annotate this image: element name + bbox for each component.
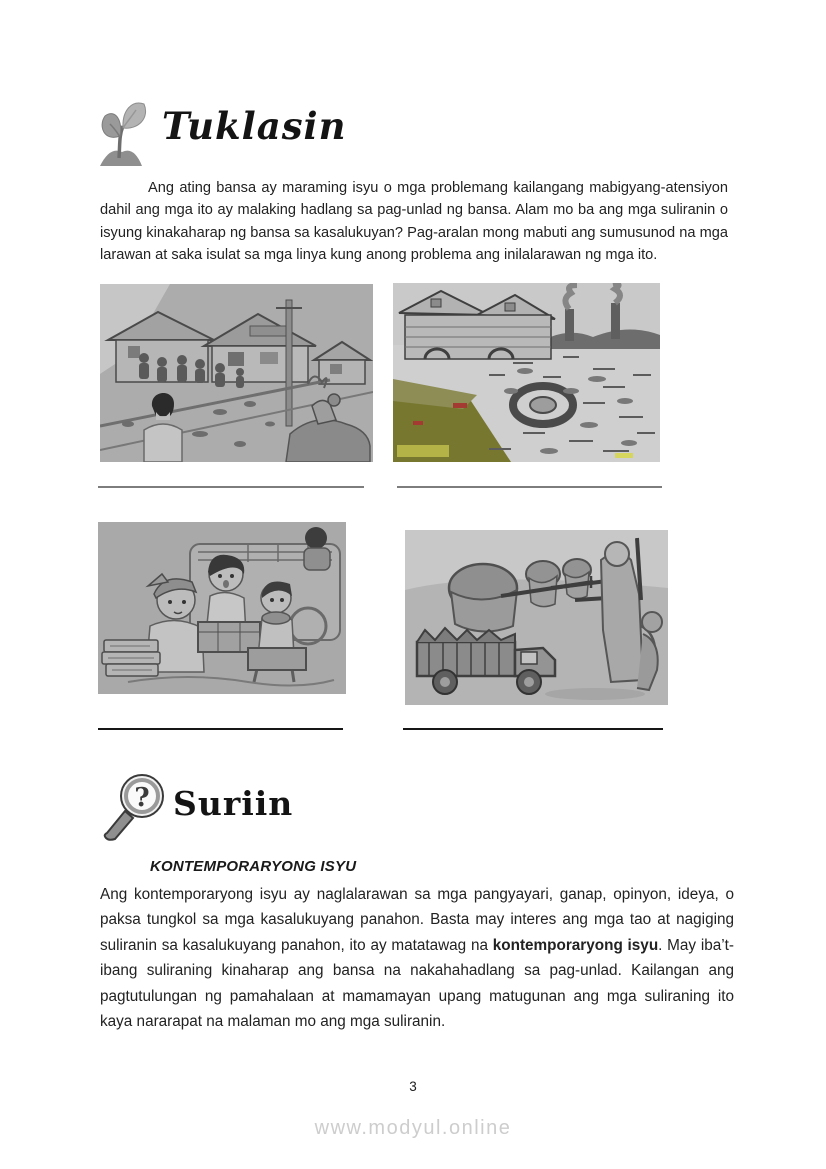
suriin-title: Suriin <box>173 784 294 823</box>
watermark: www.modyul.online <box>314 1117 512 1139</box>
seedling-icon <box>92 96 154 170</box>
answer-line <box>98 728 343 730</box>
answer-line <box>98 486 364 488</box>
page-number: 3 <box>409 1079 417 1094</box>
intro-paragraph: Ang ating bansa ay maraming isyu o mga problemang kailangang mabigyang-atensiyon dahil ang mga ito ay malaking hadlang sa pag-unlad ng bansa. Alam mo ba ang mga suliranin o isyung kinakaharap ng bansa sa kasalukuyan? Pag-aralan mong mabuti ang sumusunod na mga larawan at saka isulat sa mga linya kung anong problema ang inilalarawan ng mga ito. <box>100 180 728 264</box>
suriin-paragraph <box>100 882 734 1034</box>
tuklasin-title: Tuklasin <box>162 104 347 148</box>
image-polluted-river <box>393 283 660 462</box>
image-street-scene <box>100 284 373 462</box>
suriin-paragraph-seg3: . May iba’t-ibang suliraning kinaharap ang bansa na nakahahadlang sa pag-unlad. Kailangan ang pagtutulungan ng pamahalaan at mamamayan upang matugunan ang mga suliraning ito kaya nararapat na malaman mo ang mga suliranin. <box>100 936 735 1031</box>
suriin-paragraph-seg1: Ang kontemporaryong isyu ay naglalarawan sa mga pangyayari, ganap, opinyon, ideya, o paksa tungkol sa mga kasalukuyang panahon. Basta may interes ang mga tao at nagiging suliranin sa kasalukuyang panahon, ito ay matatawag na <box>100 886 734 954</box>
answer-line <box>403 728 663 730</box>
image-armed-conflict <box>405 530 668 705</box>
magnifier-question-icon <box>97 771 169 841</box>
contemporary-issue-heading: KONTEMPORARYONG ISYU <box>150 858 357 875</box>
suriin-paragraph-bold-term: kontemporaryong isyu <box>492 936 659 954</box>
answer-line <box>397 486 662 488</box>
image-child-vendors <box>98 522 346 694</box>
svg-text:?: ? <box>134 783 150 813</box>
